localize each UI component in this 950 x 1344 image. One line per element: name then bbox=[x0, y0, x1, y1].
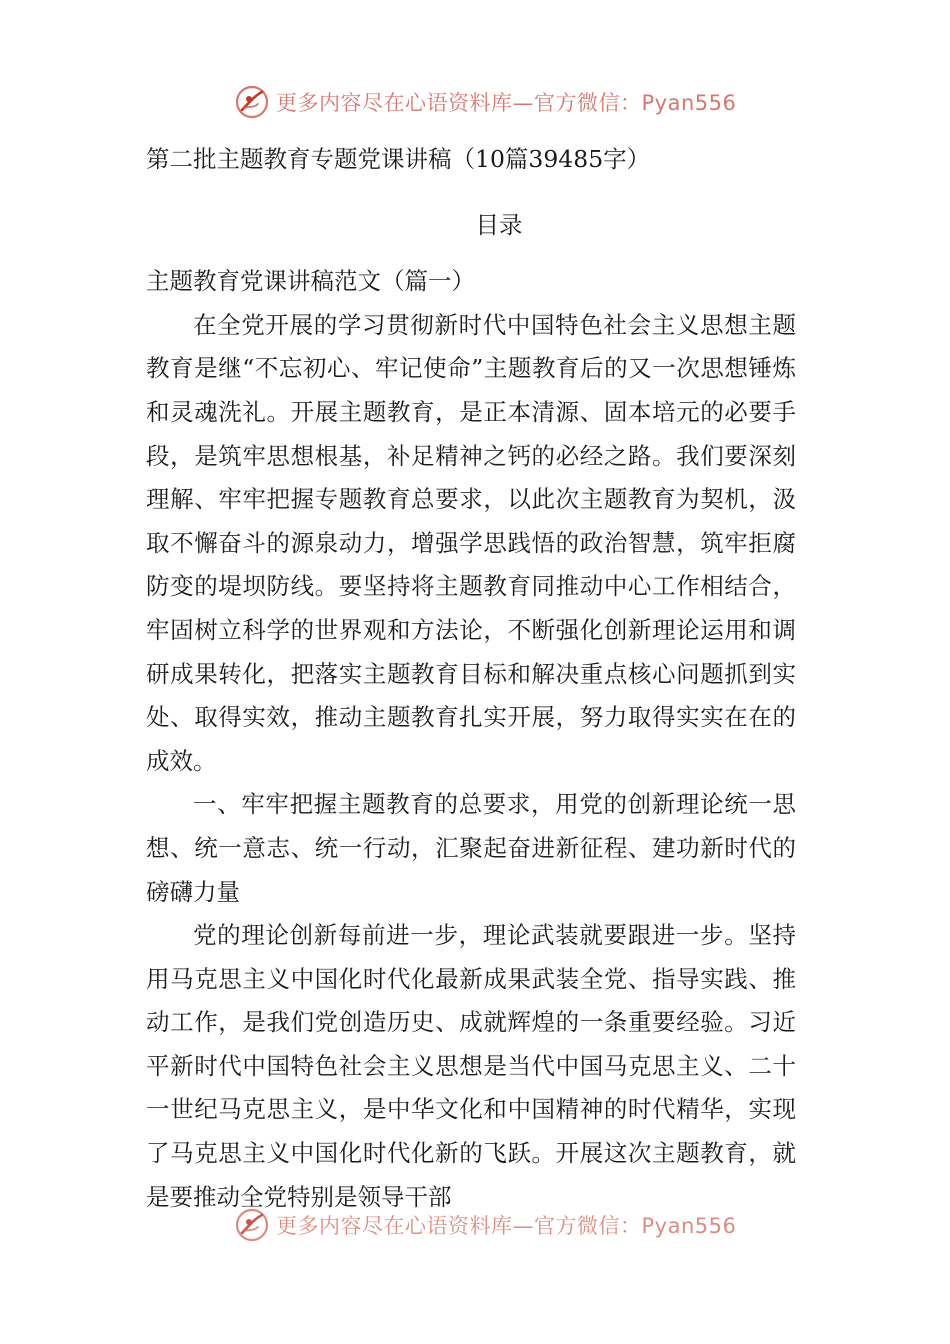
paragraph-body-1: 党的理论创新每前进一步，理论武装就要跟进一步。坚持用马克思主义中国化时代化最新成果武装全党、指导实践、推动工作，是我们党创造历史、成就辉煌的一条重要经验。习近平新时代中国特色社会主义思想是当代中国马克思主义、二十一世纪马克思主义，是中华文化和中国精神的时代精华，实现了马克思主义中国化时代化新的飞跃。开展这次主题教育，就是要推动全党特别是领导干部 bbox=[146, 921, 796, 1211]
pen-logo-icon bbox=[234, 1207, 270, 1243]
watermark-header bbox=[234, 84, 736, 120]
document-title: 第二批主题教育专题党课讲稿（10篇39485字） bbox=[146, 145, 651, 173]
section-title: 主题教育党课讲稿范文（篇一） bbox=[146, 267, 475, 296]
watermark-footer bbox=[234, 1207, 736, 1243]
paragraph-intro: 在全党开展的学习贯彻新时代中国特色社会主义思想主题教育是继“不忘初心、牢记使命”主题教育后的又一次思想锤炼和灵魂洗礼。开展主题教育，是正本清源、固本培元的必要手段，是筑牢思想根基，补足精神之钙的必经之路。我们要深刻理解、牢牢把握专题教育总要求，以此次主题教育为契机，汲取不懈奋斗的源泉动力，增强学思践悟的政治智慧，筑牢拒腐防变的堤坝防线。要坚持将主题教育同推动中心工作相结合，牢固树立科学的世界观和方法论，不断强化创新理论运用和调研成果转化，把落实主题教育目标和解决重点核心问题抓到实处、取得实效，推动主题教育扎实开展，努力取得实实在在的成效。 bbox=[146, 310, 796, 775]
toc-label: 目录 bbox=[475, 210, 523, 239]
paragraph-heading-1: 一、牢牢把握主题教育的总要求，用党的创新理论统一思想、统一意志、统一行动，汇聚起奋进新征程、建功新时代的磅礴力量 bbox=[146, 790, 796, 906]
watermark-text: 更多内容尽在心语资料库—官方微信：Pyan556 bbox=[276, 91, 737, 115]
pen-logo-icon bbox=[234, 84, 270, 120]
document-body bbox=[146, 138, 796, 1219]
watermark-text-footer: 更多内容尽在心语资料库—官方微信：Pyan556 bbox=[276, 1214, 737, 1238]
